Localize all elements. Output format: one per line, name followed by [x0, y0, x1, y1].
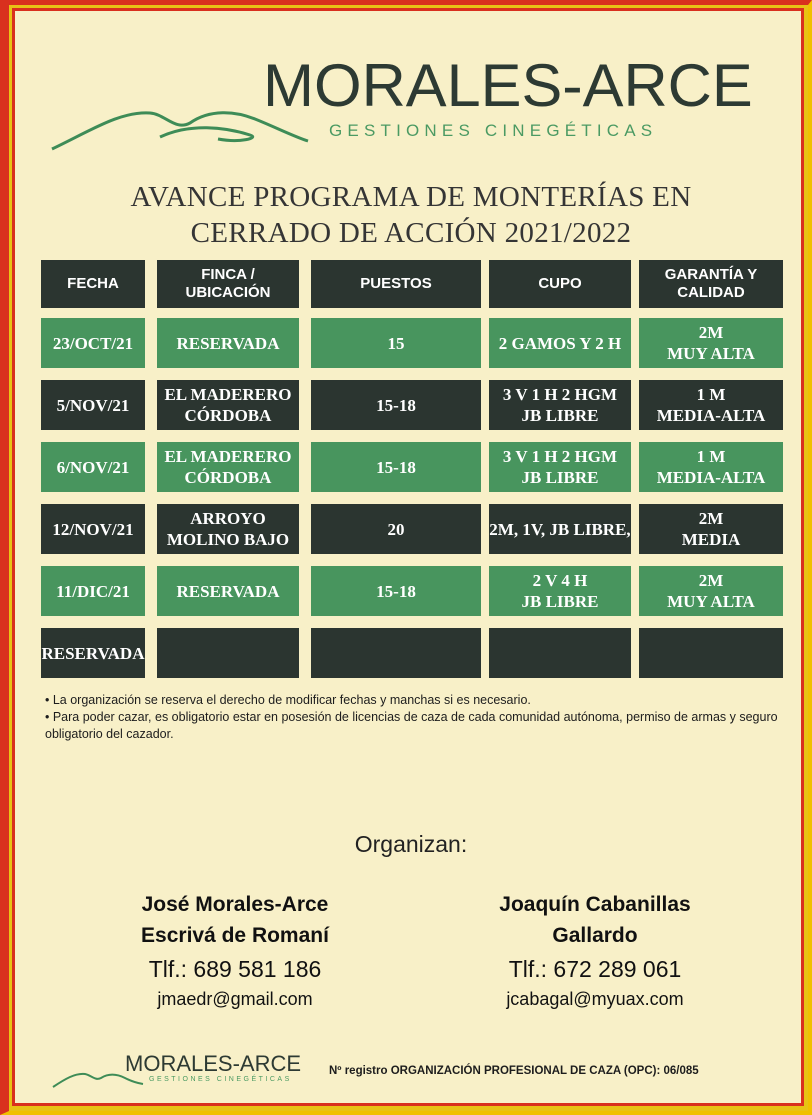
brand-name: MORALES-ARCE	[263, 52, 753, 119]
footer-brand-subtitle: GESTIONES CINEGÉTICAS	[149, 1076, 292, 1083]
table-header-cell: PUESTOS	[311, 260, 481, 308]
organizer-right	[425, 889, 765, 1013]
organizer-name: José Morales-Arce	[141, 893, 329, 916]
table-cell: 23/OCT/21	[41, 318, 145, 368]
table-cell: RESERVADA	[157, 318, 299, 368]
organizer-phone: Tlf.: 689 581 186	[148, 956, 322, 982]
footer-brand-name: MORALES-ARCE	[125, 1051, 302, 1076]
title-line-2: CERRADO DE ACCIÓN 2021/2022	[190, 217, 632, 249]
poster-sheet	[12, 8, 804, 1106]
table-cell: 15-18	[311, 380, 481, 430]
table-cell: 12/NOV/21	[41, 504, 145, 554]
title-line-1: AVANCE PROGRAMA DE MONTERÍAS EN	[130, 181, 692, 213]
organizer-email[interactable]: jmaedr@gmail.com	[157, 989, 313, 1009]
organizer-name: Joaquín Cabanillas	[499, 893, 691, 916]
table-cell: 1 M MEDIA-ALTA	[639, 442, 783, 492]
table-cell: 15-18	[311, 566, 481, 616]
table-header-cell: FECHA	[41, 260, 145, 308]
note-item: • Para poder cazar, es obligatorio estar en posesión de licencias de caza de cada comunidad autónoma, permiso de armas y seguro obligatorio del cazador.	[45, 710, 778, 741]
table-cell: 2M MUY ALTA	[639, 318, 783, 368]
table-cell	[489, 628, 631, 678]
table-cell: EL MADERERO CÓRDOBA	[157, 442, 299, 492]
table-cell: 2M MUY ALTA	[639, 566, 783, 616]
table-cell: 20	[311, 504, 481, 554]
organizer-name: Gallardo	[552, 924, 638, 947]
table-cell: ARROYO MOLINO BAJO	[157, 504, 299, 554]
organizer-name: Escrivá de Romaní	[141, 924, 329, 947]
table-cell: 1 M MEDIA-ALTA	[639, 380, 783, 430]
page-title	[15, 179, 807, 251]
registry-number: Nº registro ORGANIZACIÓN PROFESIONAL DE CAZA (OPC): 06/085	[329, 1065, 699, 1077]
table-cell: 5/NOV/21	[41, 380, 145, 430]
table-cell	[311, 628, 481, 678]
table-header-cell: GARANTÍA Y CALIDAD	[639, 260, 783, 308]
table-cell: 2 V 4 H JB LIBRE	[489, 566, 631, 616]
table-cell: RESERVADA	[157, 566, 299, 616]
table-cell: 3 V 1 H 2 HGM JB LIBRE	[489, 380, 631, 430]
notes	[45, 692, 785, 743]
note-item: • La organización se reserva el derecho de modificar fechas y manchas si es necesario.	[45, 693, 531, 707]
table-cell: 2M, 1V, JB LIBRE,	[489, 504, 631, 554]
table-cell	[639, 628, 783, 678]
table-header-cell: FINCA / UBICACIÓN	[157, 260, 299, 308]
table-cell: 2M MEDIA	[639, 504, 783, 554]
table-cell: 15	[311, 318, 481, 368]
organizers-heading: Organizan:	[354, 831, 468, 857]
organizer-left	[65, 889, 405, 1013]
organizer-email[interactable]: jcabagal@myuax.com	[506, 989, 684, 1009]
table-cell: 3 V 1 H 2 HGM JB LIBRE	[489, 442, 631, 492]
table-cell: 11/DIC/21	[41, 566, 145, 616]
brand-subtitle: GESTIONES CINEGÉTICAS	[329, 121, 658, 140]
table-cell: 6/NOV/21	[41, 442, 145, 492]
table-cell	[157, 628, 299, 678]
table-header-cell: CUPO	[489, 260, 631, 308]
organizer-phone: Tlf.: 672 289 061	[508, 956, 682, 982]
table-cell: 15-18	[311, 442, 481, 492]
table-cell: 2 GAMOS Y 2 H	[489, 318, 631, 368]
table-cell: EL MADERERO CÓRDOBA	[157, 380, 299, 430]
table-cell: RESERVADA	[41, 628, 145, 678]
